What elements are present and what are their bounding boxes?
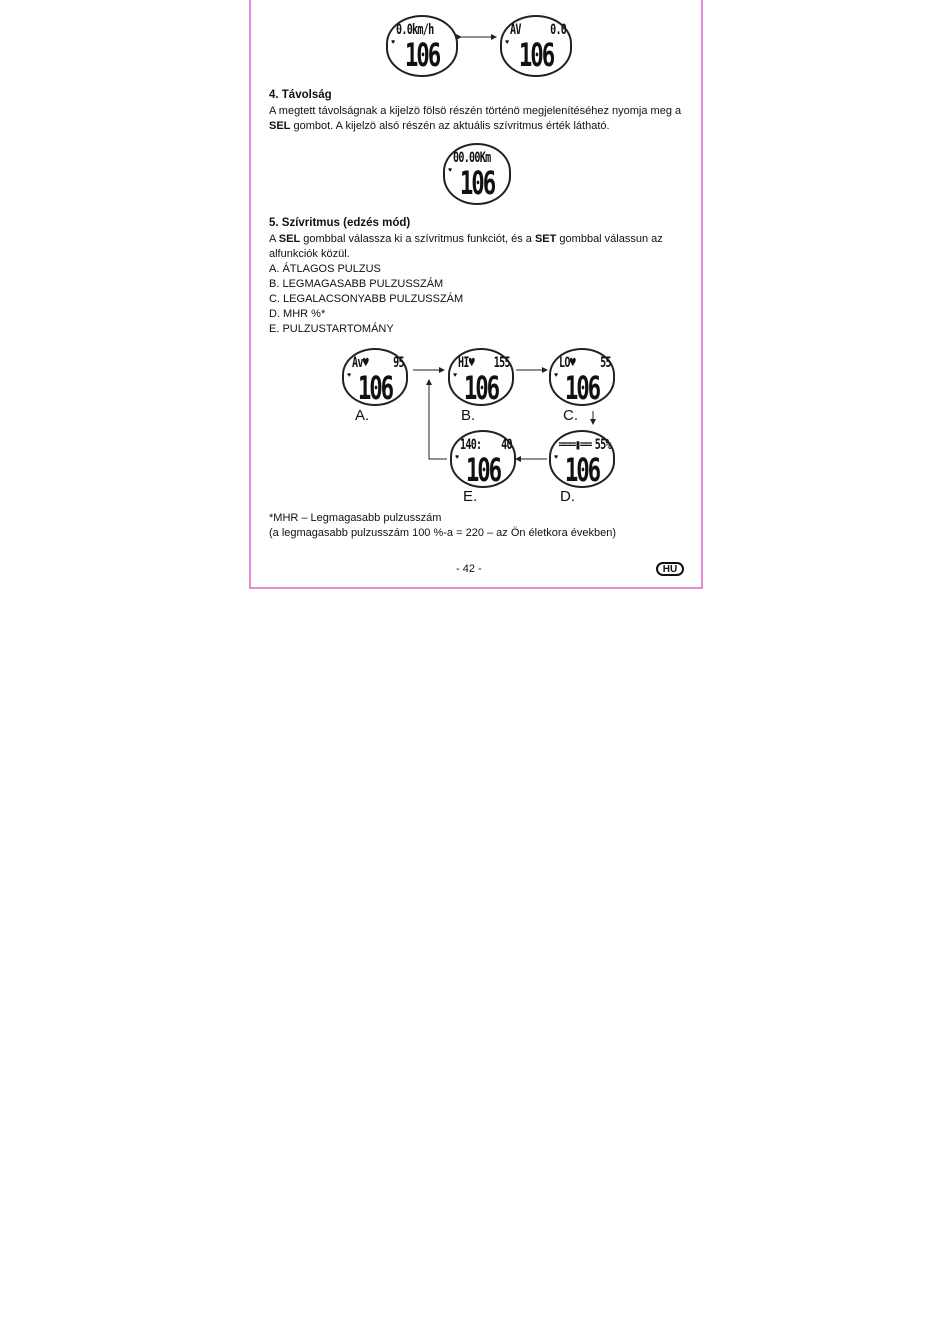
arrow-e-to-a: [429, 380, 447, 459]
watch-display-max-pulse: [448, 348, 514, 406]
list-item: D. MHR %*: [269, 308, 326, 320]
watch-bottom-readout: 106: [459, 164, 495, 202]
watch-bottom-readout: 106: [518, 36, 554, 74]
watch-bottom-readout: 106: [463, 369, 499, 407]
watch-display-pulse-range: [450, 430, 516, 488]
list-item: C. LEGALACSONYABB PULZUSSZÁM: [269, 293, 464, 305]
list-item: B. LEGMAGASABB PULZUSSZÁM: [269, 278, 444, 290]
watch-bottom-readout: 106: [465, 451, 501, 489]
section-4-text: A megtett távolságnak a kijelzö fölsö részén történö megjelenítéséhez nyomja meg a SEL gombot. A kijelzö alsó részén az aktuális szívritmus érték látható.: [269, 105, 682, 132]
watch-top-left-readout: 140:: [460, 436, 482, 453]
label-a: A.: [355, 407, 370, 424]
flow-arrows: [251, 0, 705, 589]
watch-display-average-pulse: [342, 348, 408, 406]
watch-top-right-readout: 40: [501, 436, 512, 453]
watch-top-left-readout: Av♥: [352, 354, 369, 371]
footnote-line-1: *MHR – Legmagasabb pulzusszám: [269, 512, 442, 524]
watch-bottom-readout: 106: [404, 36, 440, 74]
watch-bottom-readout: 106: [564, 451, 600, 489]
section-5-text: A SEL gombbal válassza ki a szívritmus funkciót, és a SET gombbal válassun az alfunkciók közül.: [269, 233, 663, 260]
label-c: C.: [563, 407, 578, 424]
heart-icon: ♥: [448, 167, 453, 174]
watch-bottom-readout: 106: [357, 369, 393, 407]
list-item: E. PULZUSTARTOMÁNY: [269, 323, 394, 335]
watch-top-readout: 0.0km/h: [396, 21, 434, 38]
watch-display-mhr-percent: [549, 430, 615, 488]
watch-top-left-readout: LO♥: [559, 354, 576, 371]
watch-top-readout: 00.00Km: [453, 149, 491, 166]
list-item: A. ÁTLAGOS PULZUS: [269, 263, 381, 275]
language-badge: HU: [656, 562, 684, 576]
footnote-line-2: (a legmagasabb pulzusszám 100 %-a = 220 – az Ön életkora években): [269, 527, 617, 539]
heart-icon: ♥: [453, 372, 458, 379]
heart-icon: ♥: [455, 454, 460, 461]
section-4-heading: 4. Távolság: [269, 89, 332, 101]
heart-icon: ♥: [391, 39, 396, 46]
watch-bottom-readout: 106: [564, 369, 600, 407]
watch-top-right-readout: 95: [393, 354, 404, 371]
heart-icon: ♥: [554, 454, 559, 461]
watch-top-right-readout: 55: [600, 354, 611, 371]
watch-top-left-readout: ═══▮══: [559, 436, 592, 453]
watch-top-right-readout: 55%: [594, 436, 611, 453]
label-b: B.: [461, 407, 476, 424]
heart-icon: ♥: [505, 39, 510, 46]
label-d: D.: [560, 488, 575, 505]
watch-display-min-pulse: [549, 348, 615, 406]
watch-top-right-readout: 155: [493, 354, 510, 371]
section-5-heading: 5. Szívritmus (edzés mód): [269, 217, 411, 229]
heart-icon: ♥: [554, 372, 559, 379]
manual-page: [249, 0, 703, 589]
watch-top-left-readout: AV: [510, 21, 521, 38]
watch-top-right-readout: 0.0: [550, 21, 567, 38]
watch-top-left-readout: HI♥: [458, 354, 475, 371]
heart-icon: ♥: [347, 372, 352, 379]
page-number: - 42 -: [456, 563, 482, 575]
label-e: E.: [463, 488, 478, 505]
